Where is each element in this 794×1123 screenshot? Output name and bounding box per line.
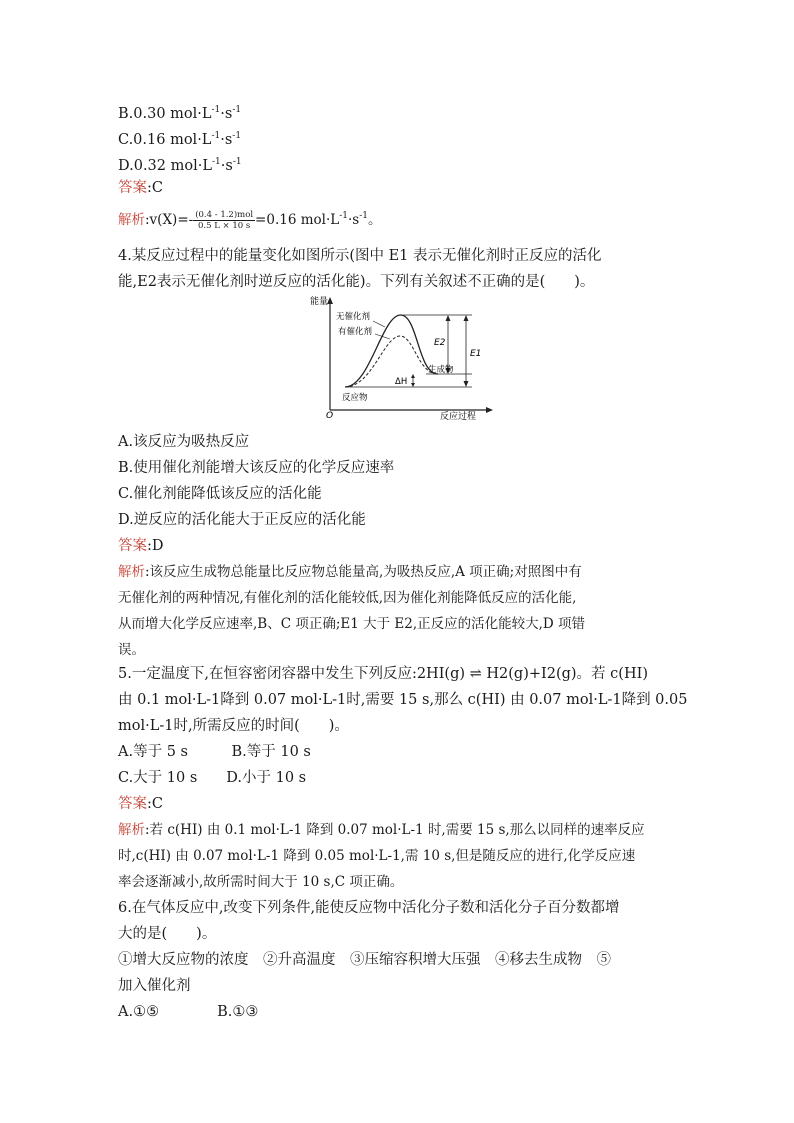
q5-options-row1: A.等于 5 s B.等于 10 s [118,744,311,760]
origin-label: O [326,411,334,421]
q4-stem-line1: 4.某反应过程中的能量变化如图所示(图中 E1 表示无催化剂时正反应的活化 [118,248,602,264]
q6-stem-line2: 大的是( )。 [118,926,217,942]
no-catalyst-label: 无催化剂 [336,312,371,322]
q4-option-b: B.使用催化剂能增大该反应的化学反应速率 [118,460,395,476]
q4-option-c: C.催化剂能降低该反应的活化能 [118,486,322,502]
q4-explanation-line4: 误。 [118,642,145,658]
x-axis-arrow [486,407,493,413]
q5-explanation-line2: 时,c(HI) 由 0.07 mol·L-1 降到 0.05 mol·L-1,需 10 s,但是随反应的进行,化学反应速 [118,848,636,864]
q4-answer: 答案:D [118,538,164,554]
product-label: 生成物 [428,365,454,375]
q5-explanation-line1: 解析:若 c(HI) 由 0.1 mol·L-1 降到 0.07 mol·L-1 时,需要 15 s,那么以同样的速率反应 [118,822,645,838]
q4-explanation-line2: 无催化剂的两种情况,有催化剂的活化能较低,因为催化剂能降低反应的活化能, [118,590,577,606]
x-axis-label: 反应过程 [440,412,477,422]
catalyst-label: 有催化剂 [338,327,373,337]
rate-fraction: $\frac{\text{(0.4 - 1.2)mol}}{0.5 L \times 10 s}$ [195,210,254,231]
q5-stem-line1: 5.一定温度下,在恒容密闭容器中发生下列反应:2HI(g) ⇌ H2(g)+I2(g)。若 c(HI) [118,666,648,682]
q6-conditions-line2: 加入催化剂 [118,978,191,994]
q4-explanation-line1: 解析:该反应生成物总能量比反应物总能量高,为吸热反应,A 项正确;对照图中有 [118,564,582,580]
q4-stem-line2: 能,E2表示无催化剂时逆反应的活化能)。下列有关叙述不正确的是( )。 [118,274,595,290]
q3-explanation: 解析:v(X)=- $\frac{\text{(0.4 - 1.2)mol}}{0.5 L \times 10 s}$ =0.16 $mol\cdot L^{-1}\cdot s^{-1}$。 [118,210,382,231]
q4-explanation-line3: 从而增大化学反应速率,B、C 项正确;E1 大于 E2,正反应的活化能较大,D 项错 [118,616,586,632]
q6-conditions-line1: ①增大反应物的浓度 ②升高温度 ③压缩容积增大压强 ④移去生成物 ⑤ [118,952,611,968]
q5-explanation-line3: 率会逐渐减小,故所需时间大于 10 s,C 项正确。 [118,874,404,890]
q3-option-b: B.0.30 $mol\cdot L^{-1}\cdot s^{-1}$ [118,105,242,122]
q6-options-row1: A.①⑤ B.①③ [118,1004,259,1020]
q4-option-d: D.逆反应的活化能大于正反应的活化能 [118,512,366,528]
q5-answer: 答案:C [118,796,163,812]
e1-label: E1 [470,349,482,359]
e2-label: E2 [434,338,446,348]
dh-label: ΔH [395,377,408,387]
energy-diagram [300,294,500,424]
q5-options-row2: C.大于 10 s D.小于 10 s [118,770,307,786]
q4-option-a: A.该反应为吸热反应 [118,434,250,450]
q5-stem-line3: mol·L-1时,所需反应的时间( )。 [118,718,349,734]
q5-stem-line2: 由 0.1 mol·L-1降到 0.07 mol·L-1时,需要 15 s,那么 c(HI) 由 0.07 mol·L-1降到 0.05 [118,692,688,708]
no-catalyst-leader [373,321,385,327]
q3-answer: 答案:C [118,180,163,196]
q3-option-d: D.0.32 $mol\cdot L^{-1}\cdot s^{-1}$ [118,157,242,174]
q6-stem-line1: 6.在气体反应中,改变下列条件,能使反应物中活化分子数和活化分子百分数都增 [118,900,620,916]
reactant-label: 反应物 [342,393,368,403]
no-catalyst-curve [345,315,438,387]
q3-option-c: C.0.16 $mol\cdot L^{-1}\cdot s^{-1}$ [118,131,242,148]
y-axis-label: 能量 [310,297,329,307]
